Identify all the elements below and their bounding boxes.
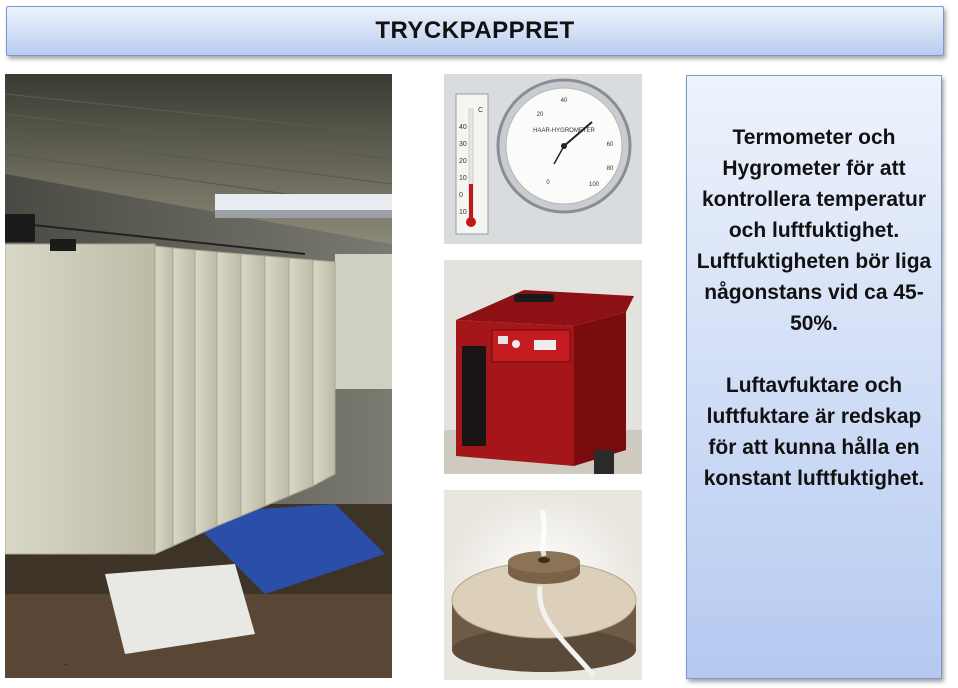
photo-hanging-paper [5,74,392,678]
thermometer-scale-label: 0 [459,192,463,199]
photo-dehumidifier [444,260,642,474]
slide-title: TRYCKPAPPRET [375,17,575,44]
thermometer-scale-label: 30 [459,141,467,148]
info-text-box [686,75,942,679]
photo-thermometer-hygrometer [444,74,642,244]
thermometer-scale-label: 40 [459,124,467,131]
hygrometer-scale-label: 100 [588,182,600,188]
hygrometer-scale-label: 20 [536,112,544,118]
hygrometer-label: HAAR-HYGROMETER [533,128,595,134]
photo-humidifier [444,490,642,680]
hygrometer-scale-label: 60 [606,142,614,148]
info-paragraph-meters: Termometer och Hygrometer för att kontrollera temperatur och luftfuktighet. Luftfuktigheten bör liga någonstans vid ca 45-50%. [696,126,932,335]
hygrometer-scale-label: 40 [560,98,568,104]
hygrometer-scale-label: 80 [606,166,614,172]
thermometer-unit: C [478,107,484,114]
thermometer-scale-label: 10 [459,209,467,216]
thermometer-scale-label: 20 [459,158,467,165]
hygrometer-scale-label: 0 [546,180,550,186]
thermometer-scale-label: 10 [459,175,467,182]
slide-title-bar [6,6,944,56]
info-paragraph-humidifiers: Luftavfuktare och luftfuktare är redskap för att kunna hålla en konstant luftfuktighet. [703,374,925,490]
